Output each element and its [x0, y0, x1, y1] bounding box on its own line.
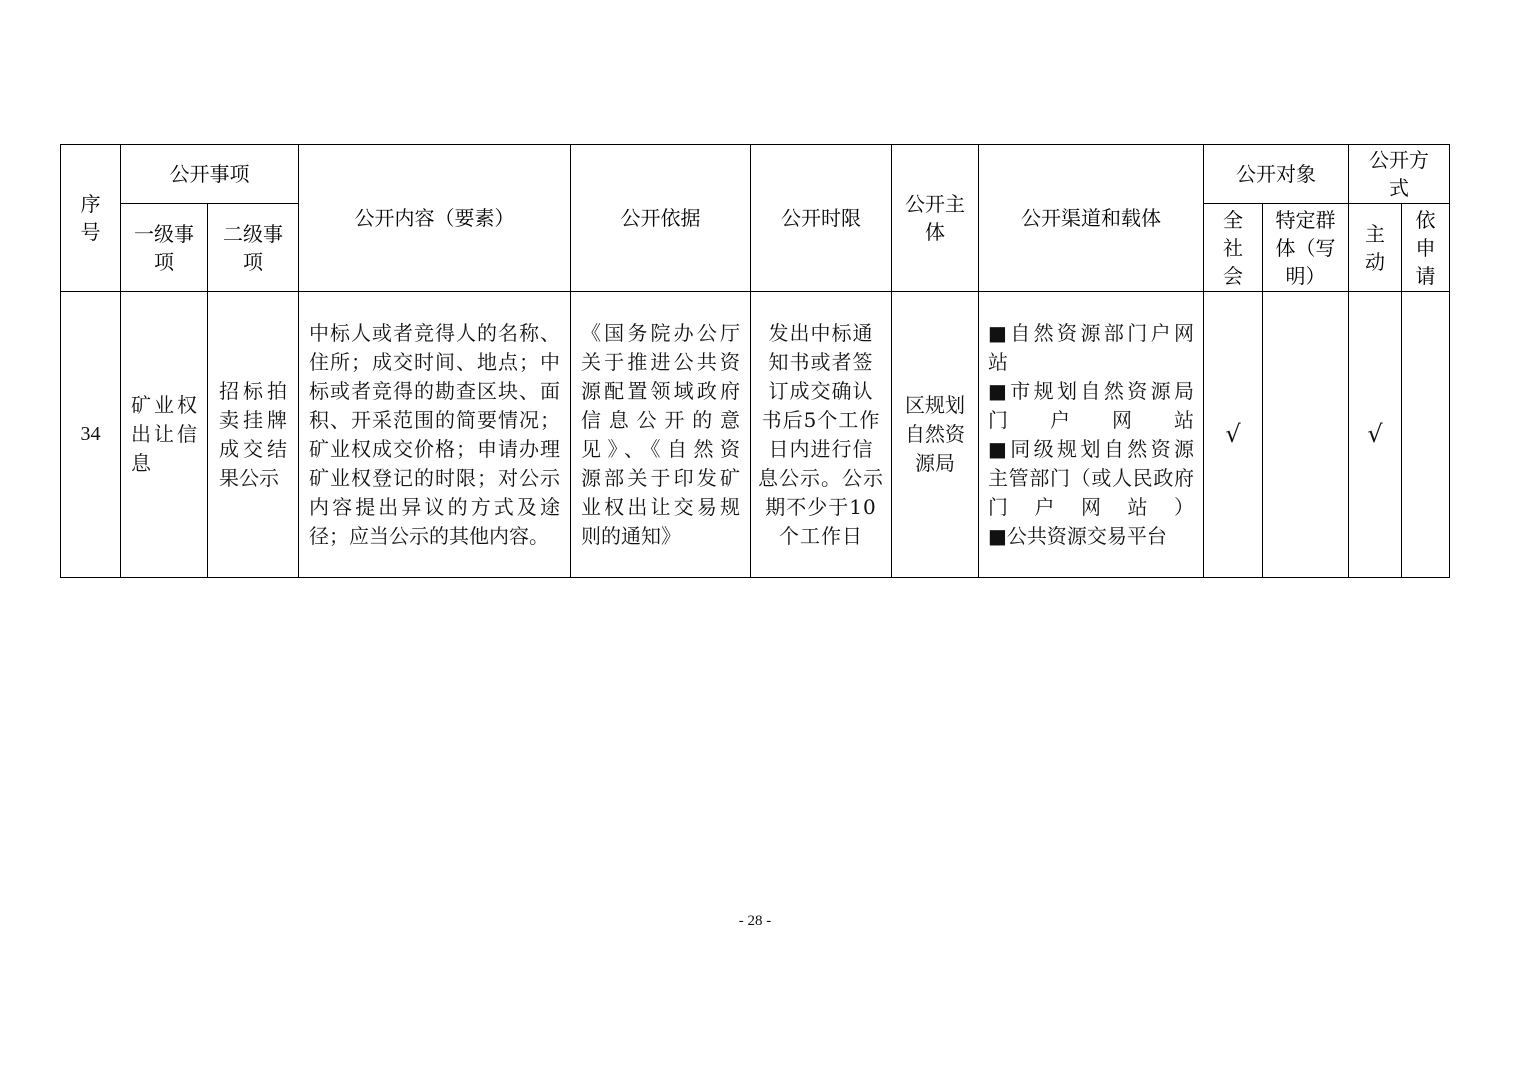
text-line: 主管部门（或人民政府 — [988, 465, 1194, 490]
text-line: 公开主 — [905, 192, 965, 216]
text-line: 项 — [243, 249, 263, 274]
header-item-group: 公开事项 — [121, 145, 299, 204]
text-line: 知书或者签 — [768, 349, 874, 374]
text-line: 站 — [988, 349, 1008, 374]
text-line: 序 — [80, 192, 101, 216]
text-line: 招标拍 — [219, 378, 287, 403]
text-line: 社 — [1223, 235, 1243, 260]
text-line: 关于推进公共资 — [581, 349, 740, 374]
table-row — [61, 292, 1450, 578]
header-target-specific — [1263, 204, 1349, 292]
text-line: 公开方 — [1369, 148, 1429, 172]
text-line: 卖挂牌 — [219, 407, 287, 432]
header-item-level2 — [208, 204, 299, 292]
text-line: 矿业权登记的时限；对公示 — [309, 465, 560, 490]
cell-content — [299, 292, 571, 578]
header-method-active — [1349, 204, 1402, 292]
text-line: 全 — [1223, 207, 1243, 232]
cell-target-specific — [1263, 292, 1349, 578]
text-line: 源配置领域政府 — [581, 378, 740, 403]
text-line: 成交结 — [219, 436, 287, 461]
text-line: 积、开采范围的简要情况； — [309, 407, 560, 432]
text-line: 体 — [925, 220, 945, 244]
cell-item-level2 — [208, 292, 299, 578]
text-line: 《国务院办公厅 — [581, 320, 740, 345]
cell-seq: 34 — [61, 292, 121, 578]
text-line: 体（写 — [1275, 235, 1336, 260]
cell-item-level1 — [121, 292, 208, 578]
text-line: 书后5个工作 — [761, 407, 881, 432]
text-line: ■同级规划自然资源 — [988, 436, 1194, 461]
text-line: 果公示 — [219, 465, 279, 490]
text-line: 订成交确认 — [768, 378, 874, 403]
text-line: 径；应当公示的其他内容。 — [309, 523, 549, 548]
header-target-all — [1204, 204, 1263, 292]
text-line: 出让信 — [131, 422, 197, 446]
text-line: 日内进行信 — [768, 436, 874, 461]
text-line: 源部关于印发矿 — [581, 465, 740, 490]
cell-target-all-check: √ — [1204, 292, 1263, 578]
text-line: 矿业权成交价格；申请办理 — [309, 436, 560, 461]
text-line: 式 — [1389, 176, 1409, 200]
text-line: 源局 — [915, 451, 955, 475]
header-item-level1 — [121, 204, 208, 292]
text-line: 区规划 — [905, 393, 965, 417]
header-time-limit: 公开时限 — [751, 145, 892, 292]
header-method-group — [1349, 145, 1450, 204]
text-line: 主 — [1365, 221, 1385, 246]
text-line: 申 — [1415, 235, 1436, 260]
text-line: 期不少于10 — [765, 494, 877, 519]
text-line: 内容提出异议的方式及途 — [309, 494, 560, 519]
text-line: 动 — [1365, 249, 1385, 274]
text-line: 门户网站） — [988, 494, 1194, 519]
text-line: 见》、《自然资 — [581, 436, 740, 461]
header-content: 公开内容（要素） — [299, 145, 571, 292]
header-basis: 公开依据 — [571, 145, 751, 292]
text-line: ■自然资源部门户网 — [988, 320, 1194, 345]
text-line: 请 — [1415, 263, 1436, 288]
text-line: 则的通知》 — [581, 523, 681, 548]
header-seq — [61, 145, 121, 292]
text-line: 项 — [154, 249, 174, 274]
text-line: 号 — [80, 220, 101, 244]
text-line: ■市规划自然资源局 — [988, 378, 1194, 403]
header-subject — [892, 145, 979, 292]
text-line: 特定群 — [1275, 207, 1336, 232]
cell-channel — [979, 292, 1204, 578]
cell-basis — [571, 292, 751, 578]
header-method-on-request — [1402, 204, 1450, 292]
text-line: 业权出让交易规 — [581, 494, 740, 519]
page-number: - 28 - — [738, 913, 772, 929]
text-line: 发出中标通 — [768, 320, 874, 345]
header-target-group: 公开对象 — [1204, 145, 1349, 204]
text-line: 明） — [1285, 263, 1326, 288]
text-line: 住所；成交时间、地点；中 — [309, 349, 560, 374]
text-line: ■公共资源交易平台 — [988, 523, 1167, 548]
text-line: 二级事 — [223, 221, 283, 246]
text-line: 依 — [1415, 207, 1436, 232]
cell-time-limit — [751, 292, 892, 578]
header-row-1 — [61, 145, 1450, 204]
text-line: 自然资 — [905, 422, 965, 446]
text-line: 标或者竞得的勘查区块、面 — [309, 378, 560, 403]
cell-subject — [892, 292, 979, 578]
text-line: 门户网站 — [988, 407, 1194, 432]
cell-method-on-request — [1402, 292, 1450, 578]
text-line: 信息公开的意 — [581, 407, 740, 432]
text-line: 息公示。公示 — [758, 465, 884, 490]
text-line: 个工作日 — [779, 523, 863, 548]
header-channel: 公开渠道和载体 — [979, 145, 1204, 292]
text-line: 中标人或者竞得人的名称、 — [309, 320, 560, 345]
cell-method-active-check: √ — [1349, 292, 1402, 578]
text-line: 一级事 — [134, 221, 194, 246]
text-line: 矿业权 — [131, 393, 197, 417]
text-line: 息 — [131, 451, 151, 475]
text-line: 会 — [1223, 263, 1243, 288]
disclosure-table — [60, 144, 1450, 578]
